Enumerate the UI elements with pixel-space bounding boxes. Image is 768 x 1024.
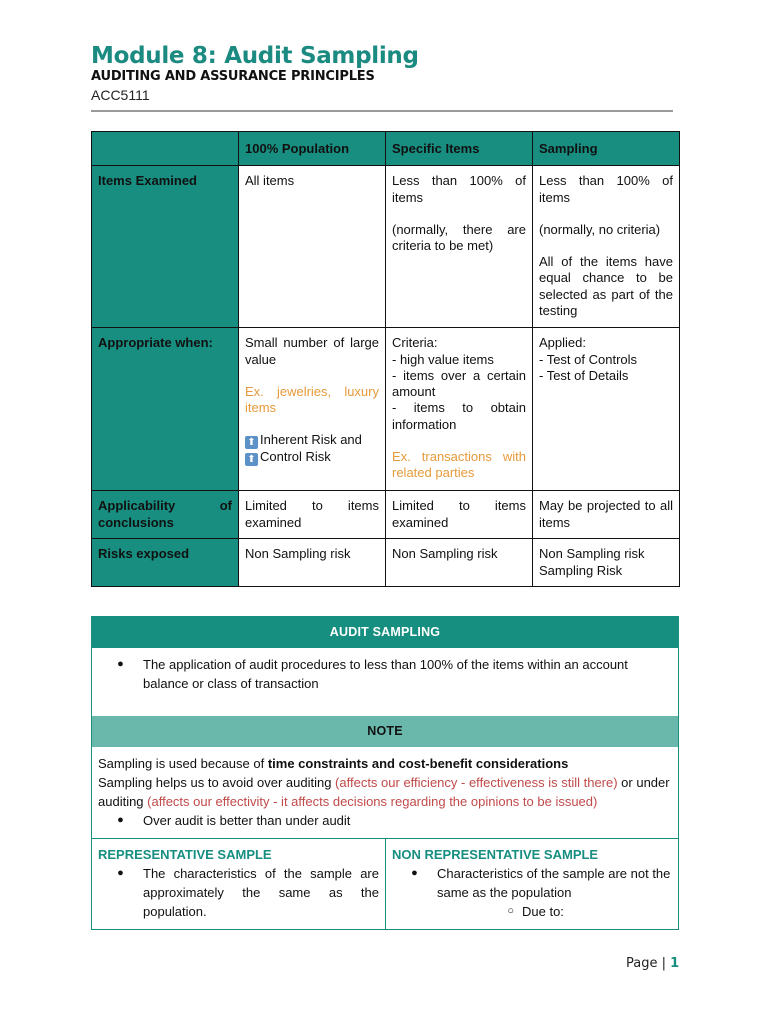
bullet-icon: ● bbox=[117, 867, 124, 879]
definition-text: The application of audit procedures to less than 100% of the items within an account balance or class of transaction bbox=[143, 657, 628, 691]
example-text: Ex. jewelries, luxury items bbox=[245, 383, 379, 416]
table-row-risks bbox=[92, 539, 680, 587]
header-divider bbox=[91, 110, 673, 112]
risk-line bbox=[245, 432, 379, 449]
comparison-table bbox=[91, 131, 680, 587]
non-representative-heading: NON REPRESENTATIVE SAMPLE bbox=[392, 847, 599, 862]
course-code: ACC5111 bbox=[91, 87, 150, 103]
cell-sampling-risks bbox=[533, 539, 680, 587]
bullet-icon: ● bbox=[117, 658, 124, 670]
cell-text: Applied: bbox=[539, 335, 586, 351]
note-text: Sampling helps us to avoid over auditing bbox=[98, 775, 336, 790]
row-header-risks: Risks exposed bbox=[92, 539, 239, 587]
cell-text: Less than 100% of items bbox=[392, 173, 526, 205]
column-header-population: 100% Population bbox=[239, 132, 386, 166]
table-corner-cell bbox=[92, 132, 239, 166]
cell-text: - items to obtain information bbox=[392, 400, 526, 432]
table-header-row bbox=[92, 132, 680, 166]
column-header-specific: Specific Items bbox=[386, 132, 533, 166]
cell-specific-risks: Non Sampling risk bbox=[386, 539, 533, 587]
cell-text: Sampling Risk bbox=[539, 562, 623, 578]
cell-population-applicability: Limited to items examined bbox=[239, 491, 386, 539]
table-row-appropriate-when bbox=[92, 328, 680, 491]
bullet-icon: ● bbox=[117, 814, 124, 826]
cell-specific-appropriate bbox=[386, 328, 533, 491]
cell-text: Criteria: bbox=[392, 335, 438, 351]
cell-specific-items bbox=[386, 166, 533, 328]
list-item bbox=[392, 902, 672, 921]
cell-text: Control Risk bbox=[260, 449, 331, 465]
note-emphasis: time constraints and cost-benefit considerations bbox=[267, 756, 569, 771]
row-header-appropriate-when: Appropriate when: bbox=[92, 328, 239, 491]
note-heading: NOTE bbox=[92, 716, 678, 747]
column-header-sampling: Sampling bbox=[533, 132, 680, 166]
note-text: Sampling is used because of bbox=[98, 756, 268, 771]
row-header-applicability: Applicability of conclusions bbox=[92, 491, 239, 539]
audit-sampling-box bbox=[91, 616, 679, 930]
representative-sample bbox=[92, 839, 385, 929]
list-item bbox=[98, 655, 672, 693]
table-row-applicability bbox=[92, 491, 680, 539]
cell-text: (normally, no criteria) bbox=[539, 221, 661, 237]
note-line bbox=[98, 754, 672, 773]
note-remark: (affects our effectivity - it affects decisions regarding the opinions to be issued) bbox=[147, 794, 598, 809]
page-label: Page | bbox=[626, 956, 671, 971]
cell-specific-applicability: Limited to items examined bbox=[386, 491, 533, 539]
cell-text: Small number of large value bbox=[245, 335, 379, 367]
cell-population-risks: Non Sampling risk bbox=[239, 539, 386, 587]
row-header-items-examined: Items Examined bbox=[92, 166, 239, 328]
cell-population-items bbox=[239, 166, 386, 328]
table-row-items-examined bbox=[92, 166, 680, 328]
sample-types bbox=[92, 838, 678, 929]
audit-sampling-heading: AUDIT SAMPLING bbox=[92, 617, 678, 648]
cell-population-appropriate bbox=[239, 328, 386, 491]
note-line bbox=[98, 773, 672, 811]
cell-text: All of the items have equal chance to be selected as part of the testing bbox=[539, 254, 673, 319]
arrow-up-icon: ⬆ bbox=[245, 436, 258, 449]
page-number-value: 1 bbox=[670, 956, 680, 971]
cell-sampling-applicability: May be projected to all items bbox=[533, 491, 680, 539]
page-number bbox=[626, 956, 679, 971]
course-name: AUDITING AND ASSURANCE PRINCIPLES bbox=[91, 69, 375, 84]
document-header bbox=[91, 42, 676, 104]
non-representative-sample bbox=[385, 839, 678, 929]
note-bullet-text: Over audit is better than under audit bbox=[143, 813, 351, 828]
cell-sampling-appropriate bbox=[533, 328, 680, 491]
cell-text: - Test of Controls bbox=[539, 351, 638, 367]
cell-text: Inherent Risk and bbox=[260, 432, 362, 448]
cell-text: All items bbox=[245, 173, 295, 189]
page-title: Module 8: Audit Sampling bbox=[91, 43, 419, 69]
non-representative-text: Characteristics of the sample are not the same as the population bbox=[437, 866, 671, 900]
note-body bbox=[92, 747, 678, 838]
note-text: or under auditing bbox=[98, 775, 670, 809]
example-text: Ex. transactions with related parties bbox=[392, 449, 526, 481]
sub-bullet-text: Due to: bbox=[522, 904, 564, 919]
representative-text: The characteristics of the sample are approximately the same as the population. bbox=[143, 866, 379, 919]
list-item bbox=[98, 811, 672, 830]
cell-text: Less than 100% of items bbox=[539, 173, 673, 205]
list-item bbox=[98, 864, 379, 921]
representative-heading: REPRESENTATIVE SAMPLE bbox=[98, 847, 272, 862]
cell-text: - items over a certain amount bbox=[392, 367, 526, 400]
list-item bbox=[392, 864, 672, 902]
circle-bullet-icon: ○ bbox=[507, 905, 514, 917]
risk-line bbox=[245, 449, 379, 466]
cell-text: (normally, there are criteria to be met) bbox=[392, 221, 526, 254]
bullet-icon: ● bbox=[411, 867, 418, 879]
cell-text: Non Sampling risk bbox=[539, 546, 645, 562]
cell-sampling-items bbox=[533, 166, 680, 328]
cell-text: - high value items bbox=[392, 351, 494, 367]
cell-text: - Test of Details bbox=[539, 367, 629, 383]
arrow-up-icon: ⬆ bbox=[245, 453, 258, 466]
note-remark: (affects our efficiency - effectiveness is still there) bbox=[335, 775, 618, 790]
audit-sampling-definition bbox=[92, 648, 678, 716]
